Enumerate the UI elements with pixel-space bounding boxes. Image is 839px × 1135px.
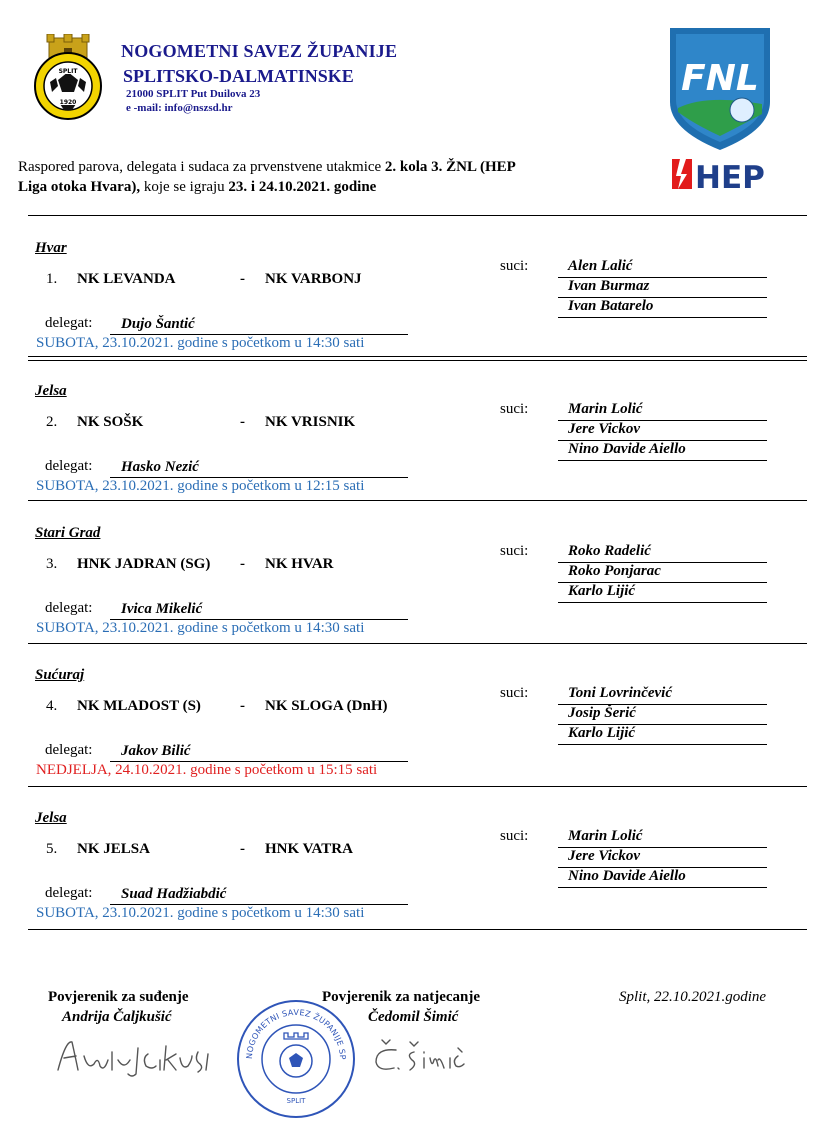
- delegate-label: delegat:: [45, 458, 93, 474]
- referee-name: Karlo Lijić: [568, 583, 636, 599]
- referees-label: suci:: [500, 401, 529, 417]
- divider: [28, 500, 807, 501]
- match-schedule: SUBOTA, 23.10.2021. godine s početkom u 14:30 sati: [36, 905, 365, 921]
- intro-text: [18, 157, 638, 197]
- referee-3: [558, 297, 767, 318]
- home-team: NK SOŠK: [77, 414, 144, 430]
- home-team: NK LEVANDA: [77, 271, 176, 287]
- org-name-line2: SPLITSKO-DALMATINSKE: [123, 66, 354, 86]
- hep-logo-text: HEP: [695, 160, 765, 193]
- delegate-label: delegat:: [45, 315, 93, 331]
- referee-name: Josip Šerić: [568, 705, 636, 721]
- svg-text:SPLIT: SPLIT: [286, 1097, 306, 1105]
- match-number: 1.: [46, 271, 58, 287]
- place-date: Split, 22.10.2021.godine: [619, 989, 767, 1005]
- referee-commissioner-name: Andrija Čaljkušić: [62, 1009, 172, 1025]
- referee-name: Marin Lolić: [568, 828, 643, 844]
- match-block-4: [0, 667, 839, 810]
- match-block-1: [0, 240, 839, 383]
- signature-simic: [368, 1032, 478, 1078]
- away-team: HNK VATRA: [265, 841, 353, 857]
- referee-2: [558, 562, 767, 583]
- referee-1: [558, 400, 767, 421]
- fnl-logo-text: FNL: [681, 58, 759, 99]
- org-email: e -mail: info@nszsd.hr: [126, 102, 233, 114]
- team-separator: -: [240, 271, 245, 287]
- referee-1: [558, 684, 767, 705]
- delegate-name: Dujo Šantić: [121, 316, 195, 332]
- referee-2: [558, 420, 767, 441]
- referee-name: Jere Vickov: [568, 421, 641, 437]
- match-block-3: [0, 525, 839, 668]
- referee-commissioner-title: Povjerenik za suđenje: [48, 989, 189, 1005]
- referee-name: Jere Vickov: [568, 848, 641, 864]
- match-block-2: [0, 383, 839, 526]
- match-location: Jelsa: [35, 383, 67, 399]
- home-team: HNK JADRAN (SG): [77, 556, 211, 572]
- team-separator: -: [240, 556, 245, 572]
- hep-logo: [672, 157, 782, 193]
- referee-2: [558, 847, 767, 868]
- match-number: 4.: [46, 698, 58, 714]
- referee-name: Marin Lolić: [568, 401, 643, 417]
- referees-label: suci:: [500, 828, 529, 844]
- delegate-line: [110, 742, 408, 762]
- match-schedule: SUBOTA, 23.10.2021. godine s početkom u 14:30 sati: [36, 335, 365, 351]
- referee-3: [558, 582, 767, 603]
- org-name-line1: NOGOMETNI SAVEZ ŽUPANIJE: [121, 41, 398, 61]
- referee-1: [558, 257, 767, 278]
- referee-3: [558, 867, 767, 888]
- away-team: NK HVAR: [265, 556, 334, 572]
- referees-label: suci:: [500, 543, 529, 559]
- delegate-name: Suad Hadžiabdić: [121, 886, 227, 902]
- nszsd-logo: [28, 34, 108, 120]
- referee-1: [558, 542, 767, 563]
- delegate-name: Ivica Mikelić: [121, 601, 203, 617]
- referee-name: Alen Lalić: [568, 258, 633, 274]
- match-schedule: NEDJELJA, 24.10.2021. godine s početkom u 15:15 sati: [36, 762, 378, 778]
- referee-name: Roko Radelić: [568, 543, 651, 559]
- referee-name: Nino Davide Aiello: [568, 441, 686, 457]
- delegate-line: [110, 600, 408, 620]
- divider: [28, 929, 807, 930]
- referee-name: Ivan Burmaz: [568, 278, 650, 294]
- team-separator: -: [240, 414, 245, 430]
- intro-league: Liga otoka Hvara),: [18, 179, 141, 195]
- delegate-line: [110, 885, 408, 905]
- referee-2: [558, 277, 767, 298]
- fnl-logo: [666, 24, 774, 152]
- referee-name: Karlo Lijić: [568, 725, 636, 741]
- match-location: Jelsa: [35, 810, 67, 826]
- intro-round: 2. kola 3. ŽNL (HEP: [384, 159, 516, 175]
- intro-part2: koje se igraju: [140, 179, 229, 195]
- match-block-5: [0, 810, 839, 953]
- svg-text:SPLIT: SPLIT: [58, 68, 78, 75]
- org-address: 21000 SPLIT Put Duilova 23: [126, 88, 261, 100]
- match-number: 2.: [46, 414, 58, 430]
- signature-caljkusic: [48, 1030, 218, 1080]
- competition-commissioner-name: Čedomil Šimić: [368, 1009, 459, 1025]
- competition-commissioner-title: Povjerenik za natjecanje: [322, 989, 481, 1005]
- delegate-label: delegat:: [45, 742, 93, 758]
- referees-label: suci:: [500, 258, 529, 274]
- referee-name: Roko Ponjarac: [568, 563, 661, 579]
- delegate-label: delegat:: [45, 885, 93, 901]
- home-team: NK MLADOST (S): [77, 698, 201, 714]
- referee-3: [558, 440, 767, 461]
- referee-3: [558, 724, 767, 745]
- match-schedule: SUBOTA, 23.10.2021. godine s početkom u 14:30 sati: [36, 620, 365, 636]
- match-location: Sućuraj: [35, 667, 85, 683]
- home-team: NK JELSA: [77, 841, 150, 857]
- referee-name: Toni Lovrinčević: [568, 685, 673, 701]
- match-schedule: SUBOTA, 23.10.2021. godine s početkom u 12:15 sati: [36, 478, 365, 494]
- match-location: Hvar: [35, 240, 67, 256]
- divider: [28, 356, 807, 361]
- delegate-line: [110, 458, 408, 478]
- referee-name: Nino Davide Aiello: [568, 868, 686, 884]
- match-location: Stari Grad: [35, 525, 101, 541]
- referee-1: [558, 827, 767, 848]
- intro-part1: Raspored parova, delegata i sudaca za prvenstvene utakmice: [18, 159, 385, 175]
- delegate-name: Jakov Bilić: [121, 743, 191, 759]
- divider: [28, 786, 807, 787]
- svg-text:1920: 1920: [59, 99, 77, 106]
- referees-label: suci:: [500, 685, 529, 701]
- official-stamp: [236, 999, 356, 1119]
- divider: [28, 643, 807, 644]
- away-team: NK VRISNIK: [265, 414, 356, 430]
- match-number: 5.: [46, 841, 58, 857]
- divider: [28, 215, 807, 216]
- intro-dates: 23. i 24.10.2021. godine: [228, 179, 377, 195]
- team-separator: -: [240, 841, 245, 857]
- referee-name: Ivan Batarelo: [568, 298, 654, 314]
- svg-text:NOGOMETNI SAVEZ ŽUPANIJE SPLIT: NOGOMETNI SAVEZ ŽUPANIJE SP: [244, 1007, 348, 1060]
- team-separator: -: [240, 698, 245, 714]
- delegate-label: delegat:: [45, 600, 93, 616]
- delegate-name: Hasko Nezić: [121, 459, 199, 475]
- away-team: NK VARBONJ: [265, 271, 362, 287]
- away-team: NK SLOGA (DnH): [265, 698, 388, 714]
- match-number: 3.: [46, 556, 58, 572]
- referee-2: [558, 704, 767, 725]
- delegate-line: [110, 315, 408, 335]
